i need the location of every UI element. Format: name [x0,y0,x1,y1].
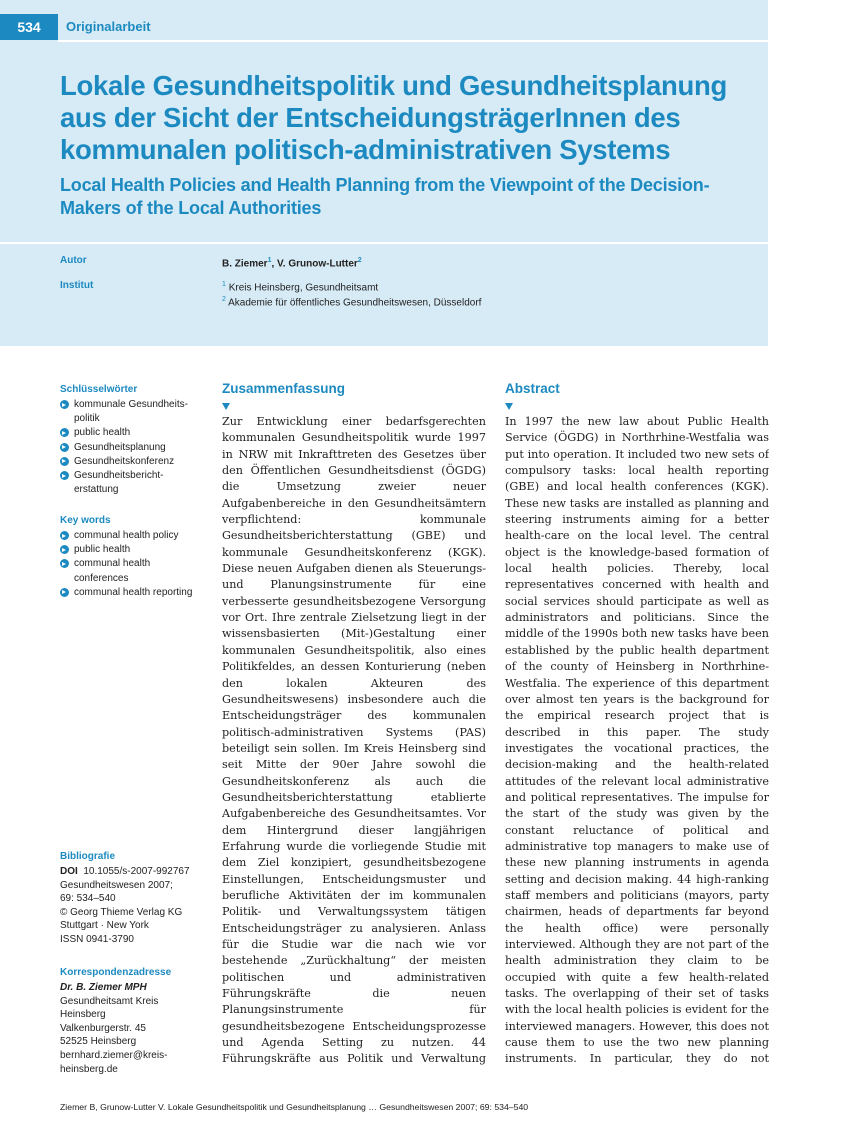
keyword-text: public health [74,544,131,556]
summary-heading: Zusammenfassung [222,381,346,396]
bibliography-line: ISSN 0941-3790 [60,933,134,945]
header-divider [58,40,768,42]
correspondence-line: bernhard.ziemer@kreis- [60,1049,168,1061]
institute-label: Institut [60,280,94,291]
doi-label: DOI [60,866,78,877]
title-english [60,174,765,220]
bullet-arrow-icon [60,428,69,437]
doi-line [60,865,210,879]
bullet-arrow-icon [60,471,69,480]
keyword-text: Gesundheitsbericht- erstattung [74,470,164,496]
keyword-item [60,586,200,600]
author-separator: , [271,258,278,270]
keywords-de-list [60,398,200,497]
keywords-en-title: Key words [60,515,111,526]
institute-line [222,279,481,294]
institute-text: Kreis Heinsberg, Gesundheitsamt [228,282,379,294]
correspondence-line: Gesundheitsamt Kreis [60,995,159,1007]
keyword-text: public health [74,427,131,439]
keyword-item [60,441,200,455]
correspondence-line: Heinsberg [60,1009,106,1021]
keyword-item [60,398,200,426]
abstract-text: In 1997 the new law about Public Health Service (ÖGDG) in Northrhine-Westfalia was put into operation. It included two new sets of compulsory tasks: local health reporting (GBE) and local health conferences (KGK). These new tasks are installed as planning and steering instruments aiming for a better health-care on the local level. The central object is the knowledge-based formation of local health policies. Thereby, local representatives concerned with health and social services should participate as well as administrators and politicians. Since the middle of the 1990s both new tasks have been established by the public health department of the county of Heinsberg in Northrhine-Westfalia. The experience of this department over almost ten years is the background for the empirical research project that is described in this paper. The study investigates the vocational practices, the decision-making and the health-related attitudes of the relevant local administrative and political representatives. The impulse for the start of the study was given by the constant reluctance of political and administrative top managers to make use of these new planning instruments in agenda setting and decision making. 44 high-ranking staff members and politicians (mayors, party chairmen, heads of departments far beyond the health office) were personally interviewed. Although they are not part of the health administration they claim to be occupied with quite a few health-related tasks. The overlapping of their set of tasks with the local health policies is evident for the interviewed managers. However, this does not cause them to use the two new planning instruments. In particular, they do not [505,415,769,1066]
keyword-item [60,455,200,469]
title-german-line: Lokale Gesundheitspolitik und Gesundheitsplanung [60,70,728,101]
keyword-item [60,529,200,543]
bullet-arrow-icon [60,588,69,597]
bibliography-line: Stuttgart · New York [60,920,149,932]
keyword-item [60,557,200,585]
bullet-arrow-icon [60,531,69,540]
institute-line [222,294,481,309]
title-german [60,70,760,166]
bullet-arrow-icon [60,559,69,568]
bibliography [60,865,210,947]
title-divider [0,242,768,244]
triangle-down-icon [222,403,230,410]
bibliography-line: © Georg Thieme Verlag KG [60,906,183,918]
keyword-text: communal health reporting [74,586,193,598]
author-list [222,255,362,270]
section-label: Originalarbeit [66,19,151,34]
doi-value: 10.1055/s-2007-992767 [83,866,190,877]
footer-citation: Ziemer B, Grunow-Lutter V. Lokale Gesundheitspolitik und Gesundheitsplanung … Gesundheitswesen 2007; 69: 534–540 [60,1102,529,1112]
bullet-arrow-icon [60,400,69,409]
correspondence-line: heinsberg.de [60,1063,118,1075]
institute-marker: 2 [222,296,226,304]
author-affiliation-marker: 1 [267,257,272,264]
title-english-line: Local Health Policies and Health Planning from the Viewpoint of the Decision- [60,175,710,195]
author-name: B. Ziemer [222,258,268,270]
bibliography-line: 69: 534–540 [60,893,116,905]
title-german-line: aus der Sicht der EntscheidungsträgerInnen des [60,102,681,133]
keyword-text: Gesundheitskonferenz [74,455,175,467]
correspondence [60,981,210,1076]
correspondence-title: Korrespondenzadresse [60,967,172,978]
page-number: 534 [0,14,58,40]
keyword-text: communal health conferences [74,558,151,584]
title-german-line: kommunalen politisch-administrativen Systems [60,134,671,165]
institute-text: Akademie für öffentliches Gesundheitswesen, Düsseldorf [228,297,482,309]
bullet-arrow-icon [60,457,69,466]
institute-list [222,279,481,310]
author-affiliation-marker: 2 [357,257,362,264]
correspondence-line: 52525 Heinsberg [60,1036,137,1048]
title-english-line: Makers of the Local Authorities [60,198,322,218]
institute-marker: 1 [222,281,226,288]
keywords-de-title: Schlüsselwörter [60,384,138,395]
triangle-down-icon [505,403,513,410]
keywords-en-list [60,529,200,600]
keyword-item [60,469,200,497]
keyword-text: kommunale Gesundheits- politik [74,399,188,425]
bibliography-line: Gesundheitswesen 2007; [60,879,173,891]
correspondence-line: Valkenburgerstr. 45 [60,1022,146,1034]
keyword-text: Gesundheitsplanung [74,441,166,453]
abstract-heading: Abstract [505,381,560,396]
summary-text: Zur Entwicklung einer bedarfsgerechten kommunalen Gesundheitspolitik wurde 1997 in NRW mit Inkrafttreten des Gesetzes über den Öffentlichen Gesundheitsdienst (ÖGDG) die Umsetzung zweier neuer Aufgabenbereiche in den Gesundheitsämtern verpflichtend: kommunale Gesundheitsberichterstattung (GBE) und kommunale Gesundheitskonferenz (KGK). Diese neuen Aufgaben dienen als Steuerungs- und Planungsinstrumente für eine verbesserte gesundheitsbezogene Versorgung vor Ort. Ihre zentrale Zielsetzung liegt in der wissensbasierten (Mit-)Gestaltung einer kommunalen Gesundheitspolitik, also eines Politikfeldes, an dessen Konturierung (neben den lokalen Akteuren des Gesundheitswesens) insbesondere auch die Entscheidungsträger des kommunalen politisch-administrativen Systems (PAS) beteiligt sein sollen. Im Kreis Heinsberg sind seit Mitte der 90er Jahre sowohl die Gesundheitskonferenz als auch die Gesundheitsberichterstattung etablierte Aufgabenbereiche des Gesundheitsamtes. Vor dem Hintergrund dieser langjährigen Erfahrung wurde die vorliegende Studie mit dem Ziel konzipiert, gesundheitsbezogene Einstellungen, Entscheidungsmuster und berufliche Aktivitäten der im kommunalen Politik- und Verwaltungssystem tätigen Entscheidungsträger zu analysieren. Anlass für die Studie war die nach wie vor bestehende „Zurückhaltung“ der meisten politischen und administrativen Führungskräfte die neuen Planungsinstrumente für gesundheitsbezogene Entscheidungsprozesse und Agenda Setting zu nutzen. 44 Führungskräfte aus Politik und Verwaltung [222,415,486,1066]
keyword-item [60,543,200,557]
bullet-arrow-icon [60,443,69,452]
keyword-item [60,426,200,440]
author-name: V. Grunow-Lutter [277,258,358,270]
bullet-arrow-icon [60,545,69,554]
author-label: Autor [60,255,87,266]
bibliography-title: Bibliografie [60,851,116,862]
keyword-text: communal health policy [74,530,179,541]
correspondence-name: Dr. B. Ziemer MPH [60,982,147,993]
